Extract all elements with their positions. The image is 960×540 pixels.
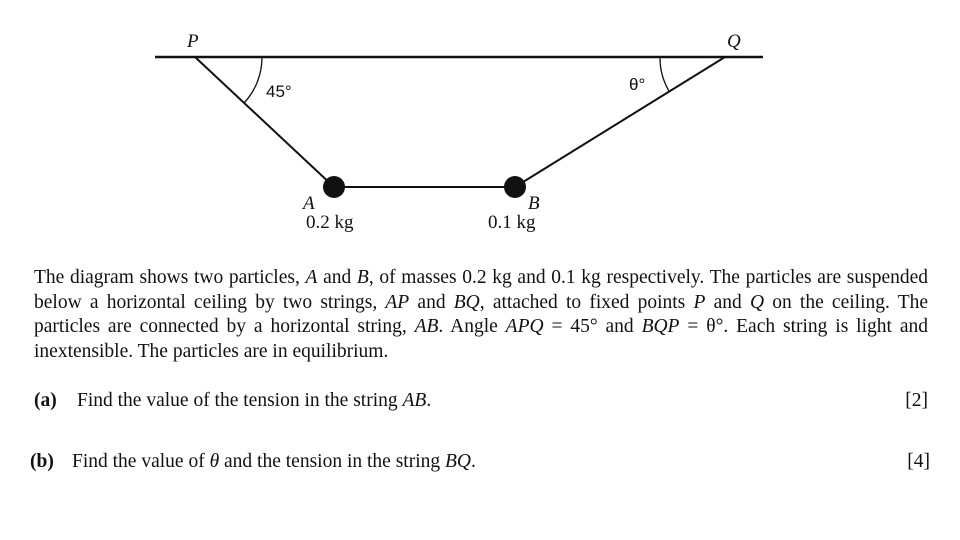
angle-arc-q bbox=[660, 57, 669, 91]
equilibrium-diagram bbox=[0, 0, 960, 260]
label-b: B bbox=[528, 193, 540, 214]
particle-a bbox=[323, 176, 345, 198]
part-label-a: (a) bbox=[34, 390, 57, 411]
question-part-b bbox=[30, 450, 930, 474]
angle-label-q: θ° bbox=[629, 75, 646, 94]
angle-label-p: 45° bbox=[266, 82, 292, 101]
particle-b bbox=[504, 176, 526, 198]
marks-a: [2] bbox=[905, 390, 928, 411]
label-a: A bbox=[303, 193, 315, 214]
mass-label-b: 0.1 kg bbox=[488, 212, 536, 233]
part-text-b: Find the value of θ and the tension in the string BQ. bbox=[72, 451, 476, 472]
string-bq bbox=[515, 57, 725, 187]
marks-b: [4] bbox=[907, 451, 930, 472]
mass-label-a: 0.2 kg bbox=[306, 212, 354, 233]
label-p: P bbox=[187, 31, 199, 52]
angle-arc-p bbox=[244, 57, 262, 103]
question-stem: The diagram shows two particles, A and B, of masses 0.2 kg and 0.1 kg respectively. The particles are suspended below a horizontal ceiling by two strings, AP and BQ, attached to fixed points P and Q on the ceiling. The particles are connected by a horizontal string, AB. Angle APQ = 45° and BQP = θ°. Each string is light and inextensible. The particles are in equilibrium. bbox=[34, 267, 929, 362]
label-q: Q bbox=[727, 31, 741, 52]
question-part-a bbox=[34, 389, 928, 413]
part-text-a: Find the value of the tension in the string AB. bbox=[77, 390, 432, 411]
part-label-b: (b) bbox=[30, 451, 54, 472]
string-ap bbox=[195, 57, 334, 187]
